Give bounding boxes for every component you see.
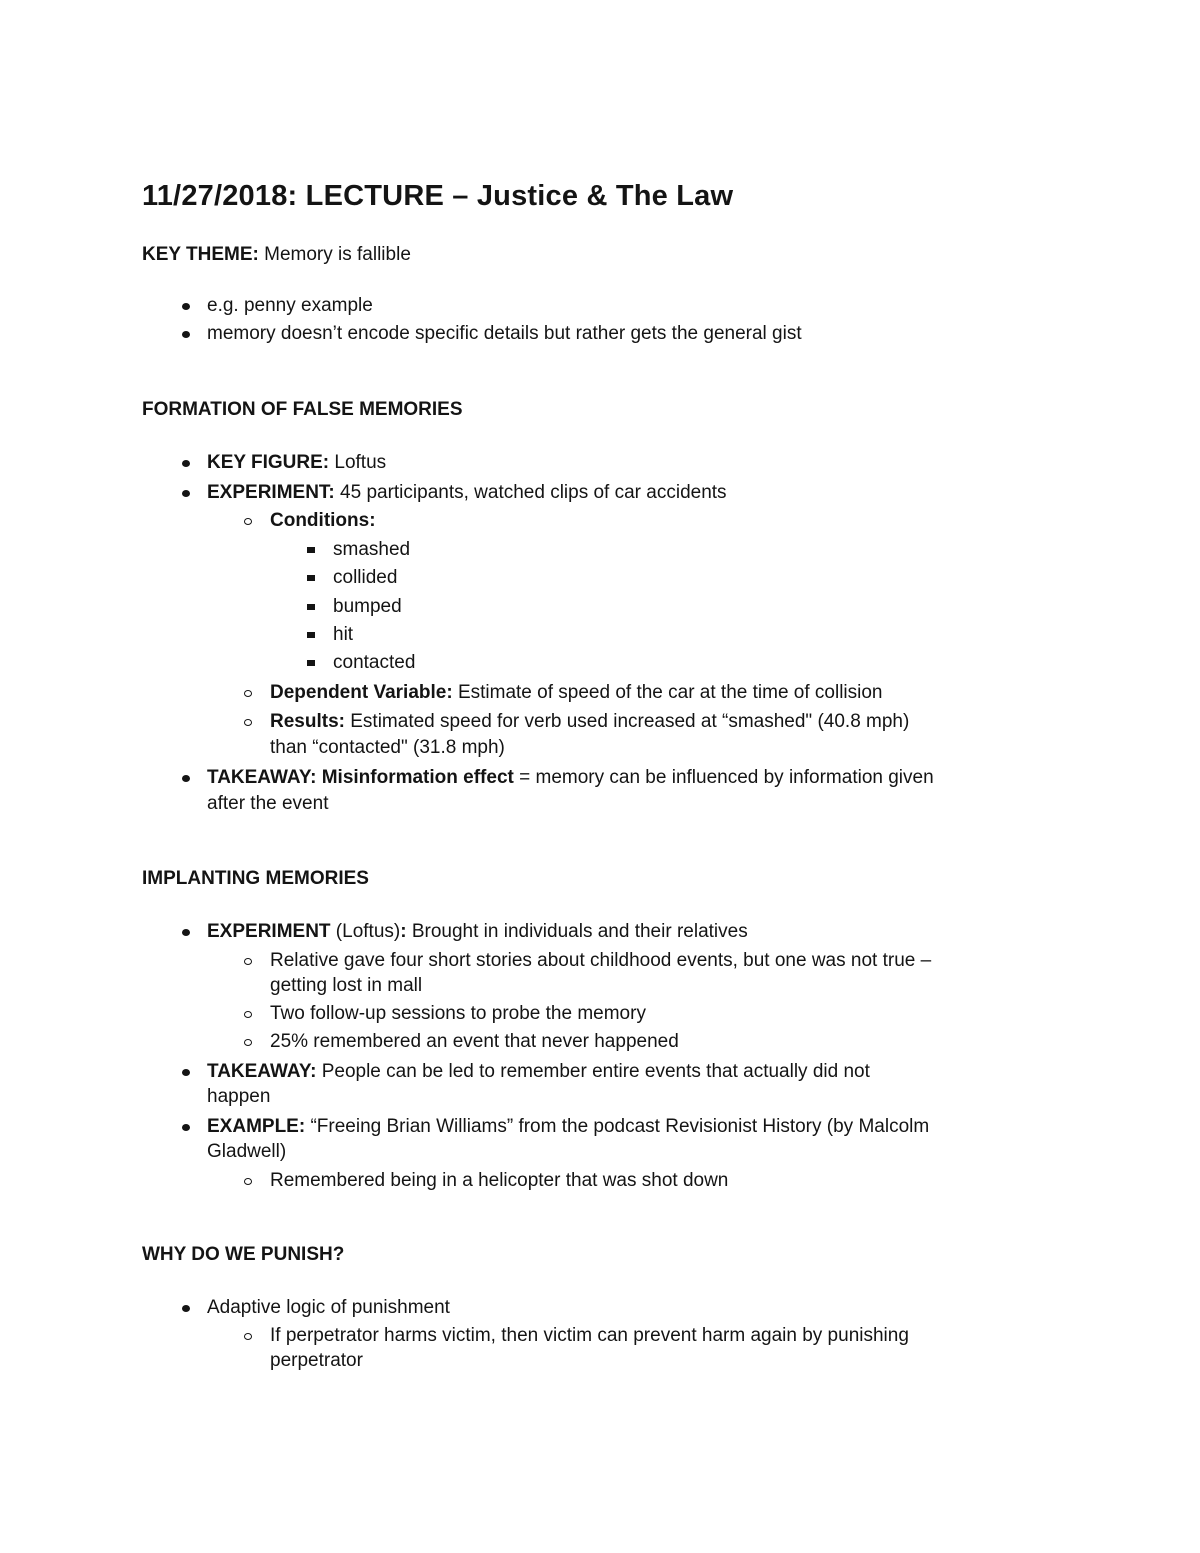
- takeaway-text: = memory can be influenced by information given: [513, 767, 934, 788]
- example-label: EXAMPLE:: [207, 1116, 306, 1137]
- takeaway-label: TAKEAWAY: Misinformation effect: [207, 767, 514, 788]
- list-item: [207, 919, 748, 945]
- results-text: Estimated speed for verb used increased at “smashed" (40.8 mph): [344, 711, 910, 732]
- section-heading-false-memories: FORMATION OF FALSE MEMORIES: [142, 399, 463, 420]
- experiment-label: EXPERIMENT:: [207, 482, 335, 503]
- list-item: Remembered being in a helicopter that was shot down: [270, 1170, 729, 1191]
- list-item-continuation: after the event: [207, 793, 329, 814]
- takeaway-text: People can be led to remember entire events that actually did not: [316, 1061, 870, 1082]
- list-item: [270, 709, 909, 735]
- dependent-variable-text: Estimate of speed of the car at the time of collision: [452, 682, 883, 703]
- conditions-label: Conditions:: [270, 510, 376, 531]
- page-title: 11/27/2018: LECTURE – Justice & The Law: [142, 180, 734, 212]
- list-item: [207, 480, 727, 506]
- list-item: [207, 1059, 870, 1085]
- list-item-continuation: than “contacted" (31.8 mph): [270, 737, 505, 758]
- bullet-ring-icon: [244, 1178, 252, 1185]
- condition-item: hit: [333, 624, 354, 645]
- list-item: Adaptive logic of punishment: [207, 1297, 450, 1318]
- bullet-ring-icon: [244, 690, 252, 697]
- list-item: memory doesn’t encode specific details but rather gets the general gist: [207, 323, 802, 344]
- bullet-disc-icon: [182, 460, 190, 467]
- key-theme-label: KEY THEME:: [142, 244, 259, 265]
- condition-item: collided: [333, 567, 398, 588]
- bullet-disc-icon: [182, 1305, 190, 1312]
- list-item: [207, 765, 934, 791]
- bullet-disc-icon: [182, 1069, 190, 1076]
- key-theme-text: Memory is fallible: [258, 244, 411, 265]
- bullet-ring-icon: [244, 958, 252, 965]
- list-item: 25% remembered an event that never happened: [270, 1031, 679, 1052]
- bullet-square-icon: [307, 575, 315, 581]
- results-label: Results:: [270, 711, 345, 732]
- list-item-continuation: Gladwell): [207, 1141, 287, 1162]
- bullet-disc-icon: [182, 490, 190, 497]
- condition-item: bumped: [333, 596, 402, 617]
- bullet-square-icon: [307, 660, 315, 666]
- dependent-variable-label: Dependent Variable:: [270, 682, 453, 703]
- example-text: “Freeing Brian Williams” from the podcast Revisionist History (by Malcolm: [305, 1116, 930, 1137]
- experiment-text: Brought in individuals and their relatives: [406, 921, 748, 942]
- key-theme-line: [142, 242, 411, 268]
- key-figure-label: KEY FIGURE:: [207, 452, 330, 473]
- bullet-disc-icon: [182, 1124, 190, 1131]
- experiment-label: EXPERIMENT: [207, 921, 331, 942]
- bullet-ring-icon: [244, 1333, 252, 1340]
- bullet-ring-icon: [244, 1011, 252, 1018]
- list-item: Relative gave four short stories about childhood events, but one was not true –: [270, 950, 932, 971]
- list-item-continuation: happen: [207, 1086, 271, 1107]
- bullet-ring-icon: [244, 719, 252, 726]
- condition-item: contacted: [333, 652, 416, 673]
- section-heading-implanting: IMPLANTING MEMORIES: [142, 868, 369, 889]
- bullet-disc-icon: [182, 775, 190, 782]
- bullet-ring-icon: [244, 1039, 252, 1046]
- experiment-colon: :: [400, 921, 407, 942]
- list-item: Two follow-up sessions to probe the memory: [270, 1003, 646, 1024]
- list-item-continuation: perpetrator: [270, 1350, 363, 1371]
- condition-item: smashed: [333, 539, 411, 560]
- experiment-text: 45 participants, watched clips of car accidents: [334, 482, 727, 503]
- list-item: [270, 680, 883, 706]
- bullet-disc-icon: [182, 929, 190, 936]
- takeaway-label: TAKEAWAY:: [207, 1061, 317, 1082]
- list-item: If perpetrator harms victim, then victim can prevent harm again by punishing: [270, 1325, 909, 1346]
- bullet-ring-icon: [244, 518, 252, 525]
- section-heading-punish: WHY DO WE PUNISH?: [142, 1244, 345, 1265]
- key-figure-text: Loftus: [329, 452, 387, 473]
- bullet-disc-icon: [182, 331, 190, 338]
- list-item: [207, 450, 386, 476]
- bullet-disc-icon: [182, 303, 190, 310]
- list-item-continuation: getting lost in mall: [270, 975, 423, 996]
- experiment-author: (Loftus): [330, 921, 401, 942]
- bullet-square-icon: [307, 547, 315, 553]
- list-item: [207, 1114, 929, 1140]
- list-item: e.g. penny example: [207, 295, 373, 316]
- bullet-square-icon: [307, 632, 315, 638]
- bullet-square-icon: [307, 604, 315, 610]
